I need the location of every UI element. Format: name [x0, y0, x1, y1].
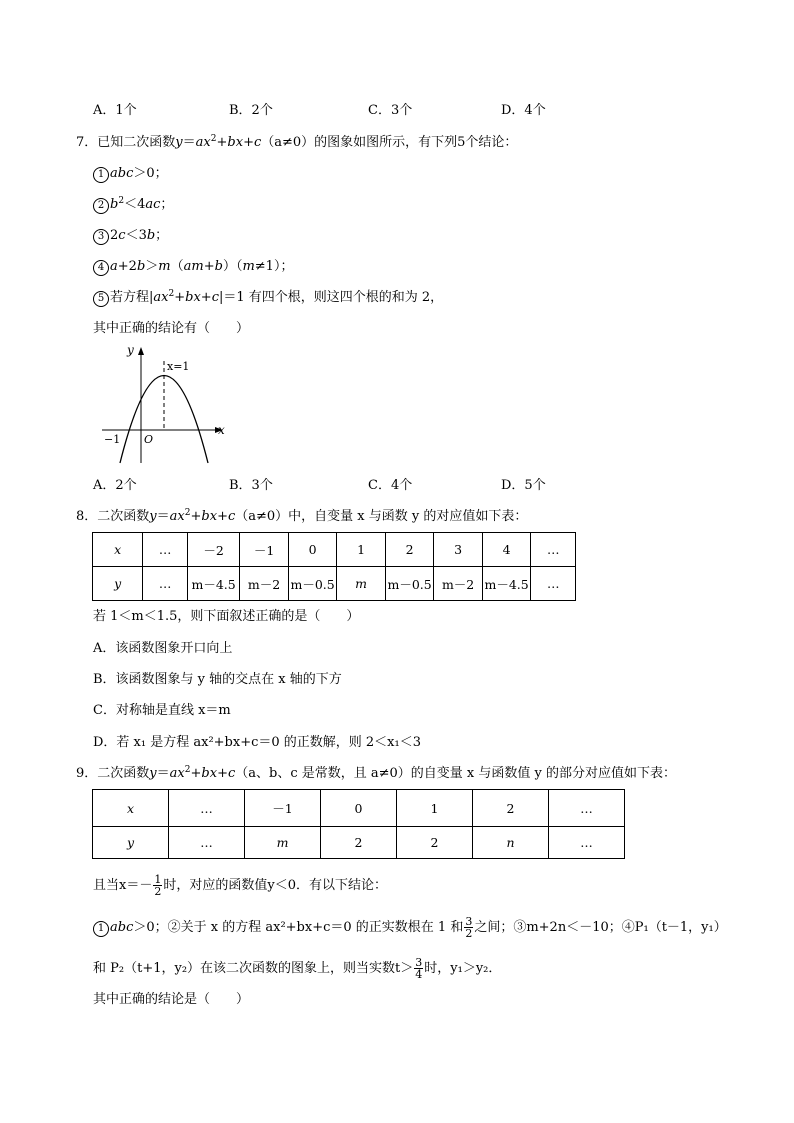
table-cell: x — [93, 533, 143, 567]
q9-stem-b: （a、b、c 是常数，且 a≠0）的自变量 x 与函数值 y 的部分对应值如下表： — [235, 766, 676, 781]
q7-option-a: A．2个 — [93, 478, 137, 493]
table-row — [93, 533, 576, 567]
q8-ask: 若 1＜m＜1.5，则下面叙述正确的是（ ） — [93, 609, 360, 624]
table-cell: m－0.5 — [385, 567, 434, 601]
q9-line3-b: 时，y₁＞y₂． — [424, 961, 502, 976]
table-cell: －1 — [245, 790, 321, 827]
q8-stem: 8．二次函数$y=ax^2+bx+c(a\ne 0)$中，自变量 x 与函数 y 的对应值如下表： — [76, 508, 528, 524]
q8-stem-b: （a≠0）中，自变量 x 与函数 y 的对应值如下表： — [235, 509, 528, 524]
q7-conclusion-4: 4 a+2b＞m（am+b）（m≠1）； — [93, 259, 293, 276]
q7-ask: 其中正确的结论有（ ） — [93, 321, 250, 336]
q7-graph-y-label: y — [127, 343, 134, 357]
table-cell: m－0.5 — [288, 567, 337, 601]
table-cell: … — [549, 827, 625, 859]
table-cell: 0 — [288, 533, 337, 567]
q9-number: 9． — [76, 766, 98, 781]
q9-line2-a: ；②关于 x 的方程 ax²+bx+c＝0 的正实数根在 1 和 — [154, 920, 464, 935]
table-cell: y — [93, 827, 169, 859]
table-cell: … — [169, 827, 245, 859]
table-row — [93, 827, 625, 859]
fraction-numerator: 1 — [154, 873, 162, 886]
q8-option-d: D．若 x₁ 是方程 ax²+bx+c＝0 的正数解，则 2＜x₁＜3 — [93, 735, 421, 750]
table-cell: 1 — [397, 790, 473, 827]
q8-option-c: C．对称轴是直线 x＝m — [93, 703, 231, 718]
fraction-denominator: 2 — [154, 885, 162, 898]
table-cell: n — [473, 827, 549, 859]
q9-conclusions-line-2 — [93, 957, 501, 980]
q9-line2-b: 之间；③m+2n＜－10；④P₁（t－1，y₁） — [474, 920, 727, 935]
table-cell: 0 — [321, 790, 397, 827]
table-cell: … — [143, 567, 188, 601]
q8-option-a: A．该函数图象开口向上 — [93, 641, 233, 656]
q9-conclusions-line-1: 1 abc＞0；②关于 x 的方程 ax²+bx+c＝0 的正实数根在 1 和 $\frac{3}{2}$ 之间；③m+2n＜－10；④P₁（t－1，y₁） — [93, 916, 727, 939]
q6-option-b: B．2个 — [229, 103, 273, 118]
table-cell: 2 — [397, 827, 473, 859]
table-cell: 2 — [473, 790, 549, 827]
q9-stem-a: 二次函数 — [97, 766, 150, 781]
fraction-denominator: 4 — [415, 968, 423, 981]
q7-number: 7． — [76, 135, 98, 150]
q9-value-table — [92, 789, 625, 859]
q9-line3-a: 和 P₂（t+1，y₂）在该二次函数的图象上，则当实数t＞ — [93, 961, 414, 976]
table-cell: 3 — [434, 533, 482, 567]
q7-stem-b: （a≠0）的图象如图所示，有下列5个结论： — [261, 135, 518, 150]
q6-option-a: A．1个 — [93, 103, 137, 118]
q9-fraction-half — [153, 874, 162, 897]
table-cell: … — [169, 790, 245, 827]
q7-graph-neg-one: −1 — [104, 433, 121, 446]
table-cell: m－2 — [434, 567, 482, 601]
q9-fraction-three-halves — [464, 916, 473, 939]
table-row — [93, 567, 576, 601]
table-cell: －2 — [187, 533, 240, 567]
q7-conclusion-1: 1 abc＞0； — [93, 166, 168, 183]
q8-stem-a: 二次函数 — [97, 509, 150, 524]
table-cell: 2 — [385, 533, 434, 567]
table-cell: … — [531, 567, 576, 601]
q7-option-d: D．5个 — [501, 478, 546, 493]
q7-graph-x-label: x — [218, 423, 225, 437]
table-cell: m－4.5 — [187, 567, 240, 601]
q7-parabola-graph — [96, 343, 236, 465]
q8-value-table — [92, 532, 576, 601]
q7-graph-origin: O — [144, 433, 154, 446]
table-cell: －1 — [240, 533, 288, 567]
q7-conclusion-3: 3 2c＜3b； — [93, 228, 168, 245]
q6-option-d: D．4个 — [501, 103, 546, 118]
table-cell: m — [337, 567, 385, 601]
q7-conclusion-5: 5 若方程$|ax^2+bx+c|=1$ 有四个根，则这四个根的和为 2， — [93, 290, 443, 307]
fraction-numerator: 3 — [415, 956, 423, 969]
table-cell: m－2 — [240, 567, 288, 601]
table-cell: … — [531, 533, 576, 567]
q8-option-b: B．该函数图象与 y 轴的交点在 x 轴的下方 — [93, 672, 342, 687]
q9-condition-b: 时，对应的函数值y＜0．有以下结论： — [163, 878, 387, 893]
table-cell: … — [143, 533, 188, 567]
table-cell: m — [245, 827, 321, 859]
fraction-numerator: 3 — [465, 915, 473, 928]
table-cell: 2 — [321, 827, 397, 859]
q7-graph-axis-label: x=1 — [167, 360, 190, 373]
table-cell: 1 — [337, 533, 385, 567]
q7-stem: 7．已知二次函数$y=ax^2+bx+c(a\ne 0)$的图象如图所示，有下列5个结论： — [76, 134, 518, 150]
table-cell: … — [549, 790, 625, 827]
table-cell: 4 — [482, 533, 531, 567]
q9-fraction-three-quarters — [414, 957, 423, 980]
table-cell: m－4.5 — [482, 567, 531, 601]
table-row — [93, 790, 625, 827]
q6-option-c: C．3个 — [368, 103, 413, 118]
q7-stem-a: 已知二次函数 — [97, 135, 176, 150]
q7-option-b: B．3个 — [229, 478, 273, 493]
q9-ask: 其中正确的结论是（ ） — [93, 992, 250, 1007]
fraction-denominator: 2 — [465, 927, 473, 940]
table-cell: y — [93, 567, 143, 601]
q9-condition-a: 且当x＝－ — [93, 878, 153, 893]
table-cell: x — [93, 790, 169, 827]
q7-option-c: C．4个 — [368, 478, 413, 493]
q7-conclusion-2: 2 $b^2<4ac$； — [93, 197, 173, 214]
q9-stem: 9．二次函数$y=ax^2+bx+c(a$、b、c 是常数，且 a≠0）的自变量 x 与函数值 y 的部分对应值如下表： — [76, 765, 676, 781]
q8-number: 8． — [76, 509, 98, 524]
q9-condition — [93, 874, 387, 897]
